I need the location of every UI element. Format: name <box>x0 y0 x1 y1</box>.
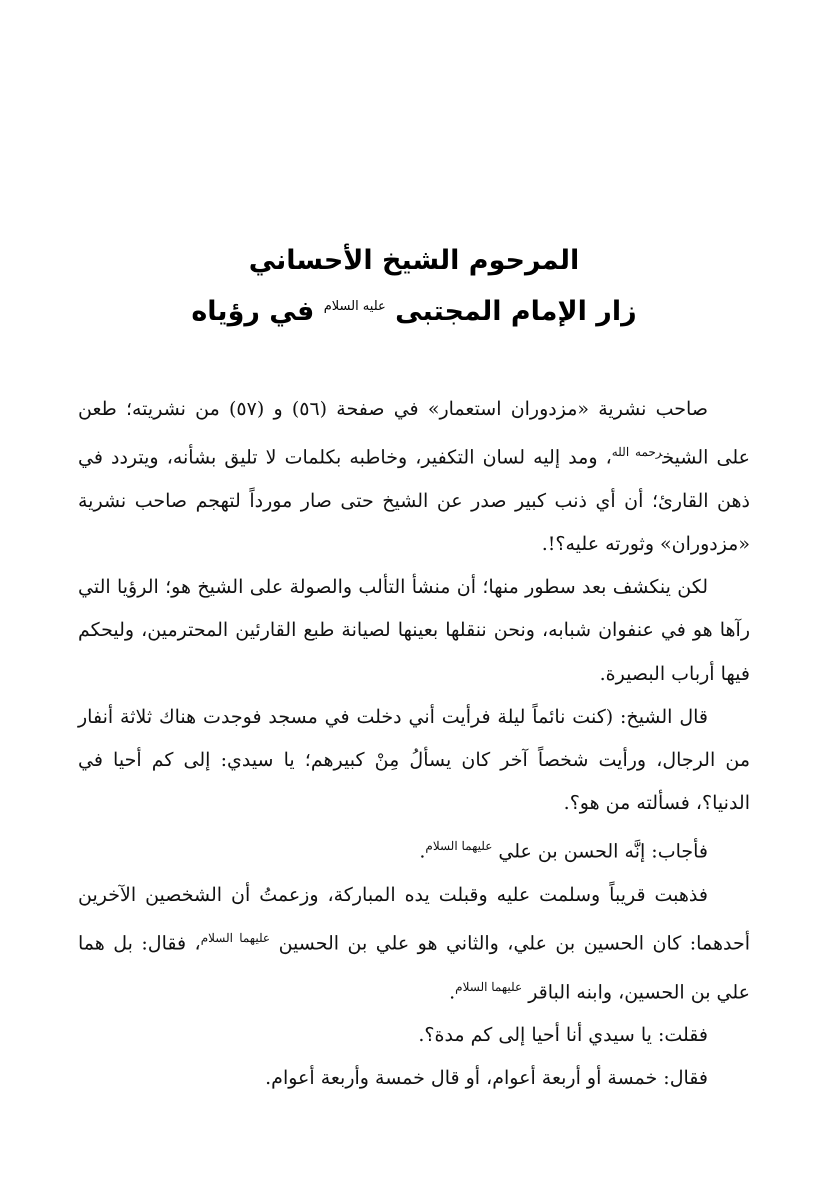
paragraph-1-text-b: ، ومد إليه لسان التكفير، وخاطبه بكلمات لا تليق بشأنه، ويتردد في ذهن القارئ؛ أن أي ذنب كبير صدر عن الشيخ حتى صار مورداً لتهجم صاحب نشرية «مزدوران» وثورته عليه؟!. <box>78 446 750 555</box>
paragraph-7-text: فقال: خمسة أو أربعة أعوام، أو قال خمسة وأربعة أعوام. <box>265 1067 708 1090</box>
paragraph-4-honorific: عليهما السلام <box>425 839 493 854</box>
title-line-2-before: زار الإمام المجتبى <box>395 296 637 327</box>
paragraph-4 <box>78 825 750 874</box>
body-text <box>78 388 750 1101</box>
title-honorific: عليه السلام <box>323 299 386 314</box>
paragraph-5-text-a: فذهبت قريباً وسلمت عليه وقبلت يده المباركة، وزعمتُ أن الشخصين الآخرين أحدهما: كان الحسين بن علي، والثاني هو علي بن الحسين <box>78 883 750 955</box>
title-block <box>0 238 828 335</box>
title-line-1 <box>0 238 828 284</box>
paragraph-3 <box>78 696 750 826</box>
paragraph-5 <box>78 874 750 1014</box>
paragraph-1-honorific: رحمه الله <box>611 445 663 460</box>
title-line-2-after: في رؤياه <box>191 296 315 327</box>
paragraph-6 <box>78 1014 750 1057</box>
paragraph-2-text: لكن ينكشف بعد سطور منها؛ أن منشأ التألب والصولة على الشيخ هو؛ الرؤيا التي رآها هو في عنفوان شبابه، ونحن ننقلها بعينها لصيانة طبع القارئين المحترمين، وليحكم فيها أرباب البصيرة. <box>78 576 750 685</box>
paragraph-6-text: فقلت: يا سيدي أنا أحيا إلى كم مدة؟. <box>418 1024 708 1047</box>
paragraph-2 <box>78 566 750 696</box>
title-line-1-text: المرحوم الشيخ الأحساني <box>248 245 580 276</box>
paragraph-5-text-b: ، فقال: بل هما علي بن الحسين، وابنه الباقر <box>78 932 750 1003</box>
paragraph-1 <box>78 388 750 566</box>
paragraph-5-text-c: . <box>449 980 456 1003</box>
paragraph-5-honorific-2: عليهما السلام <box>455 979 523 994</box>
paragraph-7 <box>78 1057 750 1100</box>
paragraph-4-text-a: فأجاب: إنَّه الحسن بن علي <box>498 840 708 863</box>
paragraph-3-text: قال الشيخ: (كنت نائماً ليلة فرأيت أني دخلت في مسجد فوجدت هناك ثلاثة أنفار من الرجال، ورأيت شخصاً آخر كان يسألُ مِنْ كبيرهم؛ يا سيدي: إلى كم أحيا في الدنيا؟، فسألته من هو؟. <box>78 705 750 815</box>
paragraph-4-text-b: . <box>419 840 426 863</box>
paragraph-5-honorific-1: عليهما السلام <box>200 931 271 946</box>
paragraph-1-text-a: صاحب نشرية «مزدوران استعمار» في صفحة (٥٦) و (٥٧) من نشريته؛ طعن على الشيخ <box>78 398 750 469</box>
title-line-2 <box>0 284 828 335</box>
